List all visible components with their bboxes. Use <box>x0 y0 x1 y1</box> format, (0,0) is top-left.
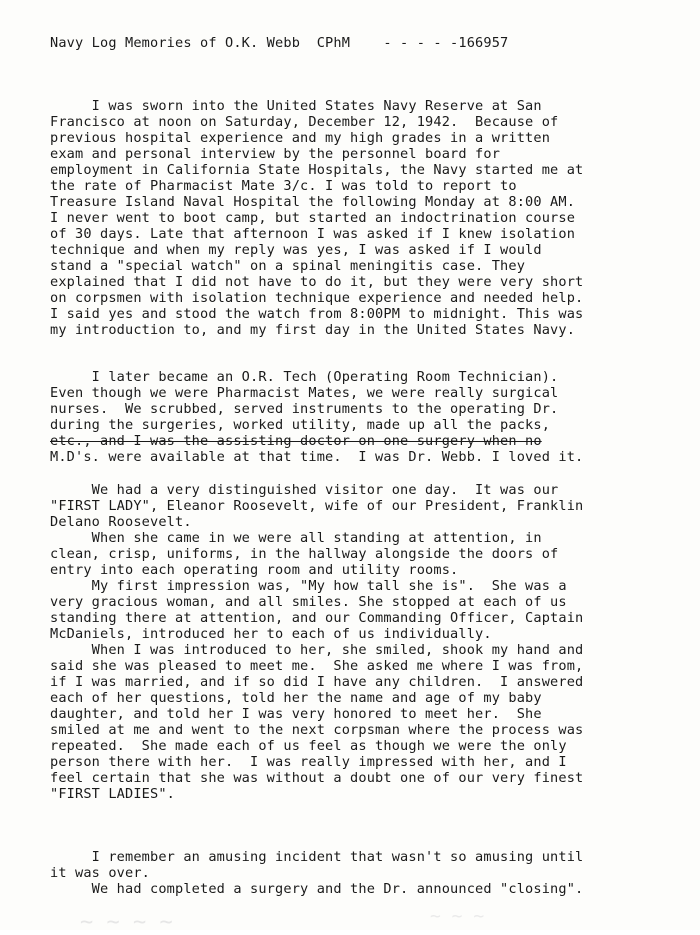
text-line: repeated. She made each of us feel as though we were the only <box>50 738 567 754</box>
text-line: explained that I did not have to do it, but they were very short <box>50 274 584 290</box>
text-line: We had a very distinguished visitor one day. It was our <box>50 482 559 498</box>
text-line: if I was married, and if so did I have any children. I answered <box>50 674 584 690</box>
text-line: Treasure Island Naval Hospital the following Monday at 8:00 AM. <box>50 194 576 210</box>
text-line: I was sworn into the United States Navy Reserve at San <box>50 98 542 114</box>
text-line: Francisco at noon on Saturday, December 12, 1942. Because of <box>50 114 559 130</box>
bleed-through-mark: ~ ~ ~ ~ <box>80 910 173 935</box>
text-line: Even though we were Pharmacist Mates, we were really surgical <box>50 385 559 401</box>
text-line: I never went to boot camp, but started an indoctrination course <box>50 210 576 226</box>
text-line: of 30 days. Late that afternoon I was asked if I knew isolation <box>50 226 576 242</box>
text-line: Delano Roosevelt. <box>50 514 192 530</box>
text-line: When I was introduced to her, she smiled, shook my hand and <box>50 642 584 658</box>
text-line: We had completed a surgery and the Dr. announced "closing". <box>50 881 584 897</box>
text-line: during the surgeries, worked utility, made up all the packs, <box>50 417 551 433</box>
text-line: exam and personal interview by the personnel board for <box>50 146 501 162</box>
text-line: the rate of Pharmacist Mate 3/c. I was told to report to <box>50 178 517 194</box>
text-line: daughter, and told her I was very honored to meet her. She <box>50 706 542 722</box>
text-line: entry into each operating room and utility rooms. <box>50 562 459 578</box>
text-line: on corpsmen with isolation technique experience and needed help. <box>50 290 584 306</box>
text-line: employment in California State Hospitals, the Navy started me at <box>50 162 584 178</box>
text-line: I said yes and stood the watch from 8:00PM to midnight. This was <box>50 306 584 322</box>
text-line: my introduction to, and my first day in the United States Navy. <box>50 322 576 338</box>
text-line: each of her questions, told her the name and age of my baby <box>50 690 542 706</box>
bleed-through-mark-2: ~ ~ ~ <box>430 906 485 927</box>
text-line: very gracious woman, and all smiles. She stopped at each of us <box>50 594 567 610</box>
text-line: technique and when my reply was yes, I was asked if I would <box>50 242 542 258</box>
text-line: smiled at me and went to the next corpsman where the process was <box>50 722 584 738</box>
text-line: I later became an O.R. Tech (Operating Room Technician). <box>50 369 559 385</box>
text-line: feel certain that she was without a doubt one of our very finest <box>50 770 584 786</box>
text-line: "FIRST LADY", Eleanor Roosevelt, wife of our President, Franklin <box>50 498 584 514</box>
text-line: it was over. <box>50 865 151 881</box>
text-line: etc., and I was the assisting doctor on one surgery when no <box>50 433 542 449</box>
text-line: nurses. We scrubbed, served instruments to the operating Dr. <box>50 401 559 417</box>
text-line: person there with her. I was really impressed with her, and I <box>50 754 567 770</box>
text-line: I remember an amusing incident that wasn't so amusing until <box>50 849 584 865</box>
text-line: When she came in we were all standing at attention, in <box>50 530 542 546</box>
text-line: M.D's. were available at that time. I was Dr. Webb. I loved it. <box>50 449 584 465</box>
text-line: previous hospital experience and my high grades in a written <box>50 130 551 146</box>
text-line: said she was pleased to meet me. She asked me where I was from, <box>50 658 584 674</box>
text-line: stand a "special watch" on a spinal meningitis case. They <box>50 258 526 274</box>
text-line: "FIRST LADIES". <box>50 786 176 802</box>
text-line: My first impression was, "My how tall she is". She was a <box>50 578 567 594</box>
text-line: McDaniels, introduced her to each of us individually. <box>50 626 492 642</box>
text-line: clean, crisp, uniforms, in the hallway alongside the doors of <box>50 546 559 562</box>
text-line: standing there at attention, and our Commanding Officer, Captain <box>50 610 584 626</box>
document-header: Navy Log Memories of O.K. Webb CPhM - - - - -166957 <box>50 35 509 51</box>
